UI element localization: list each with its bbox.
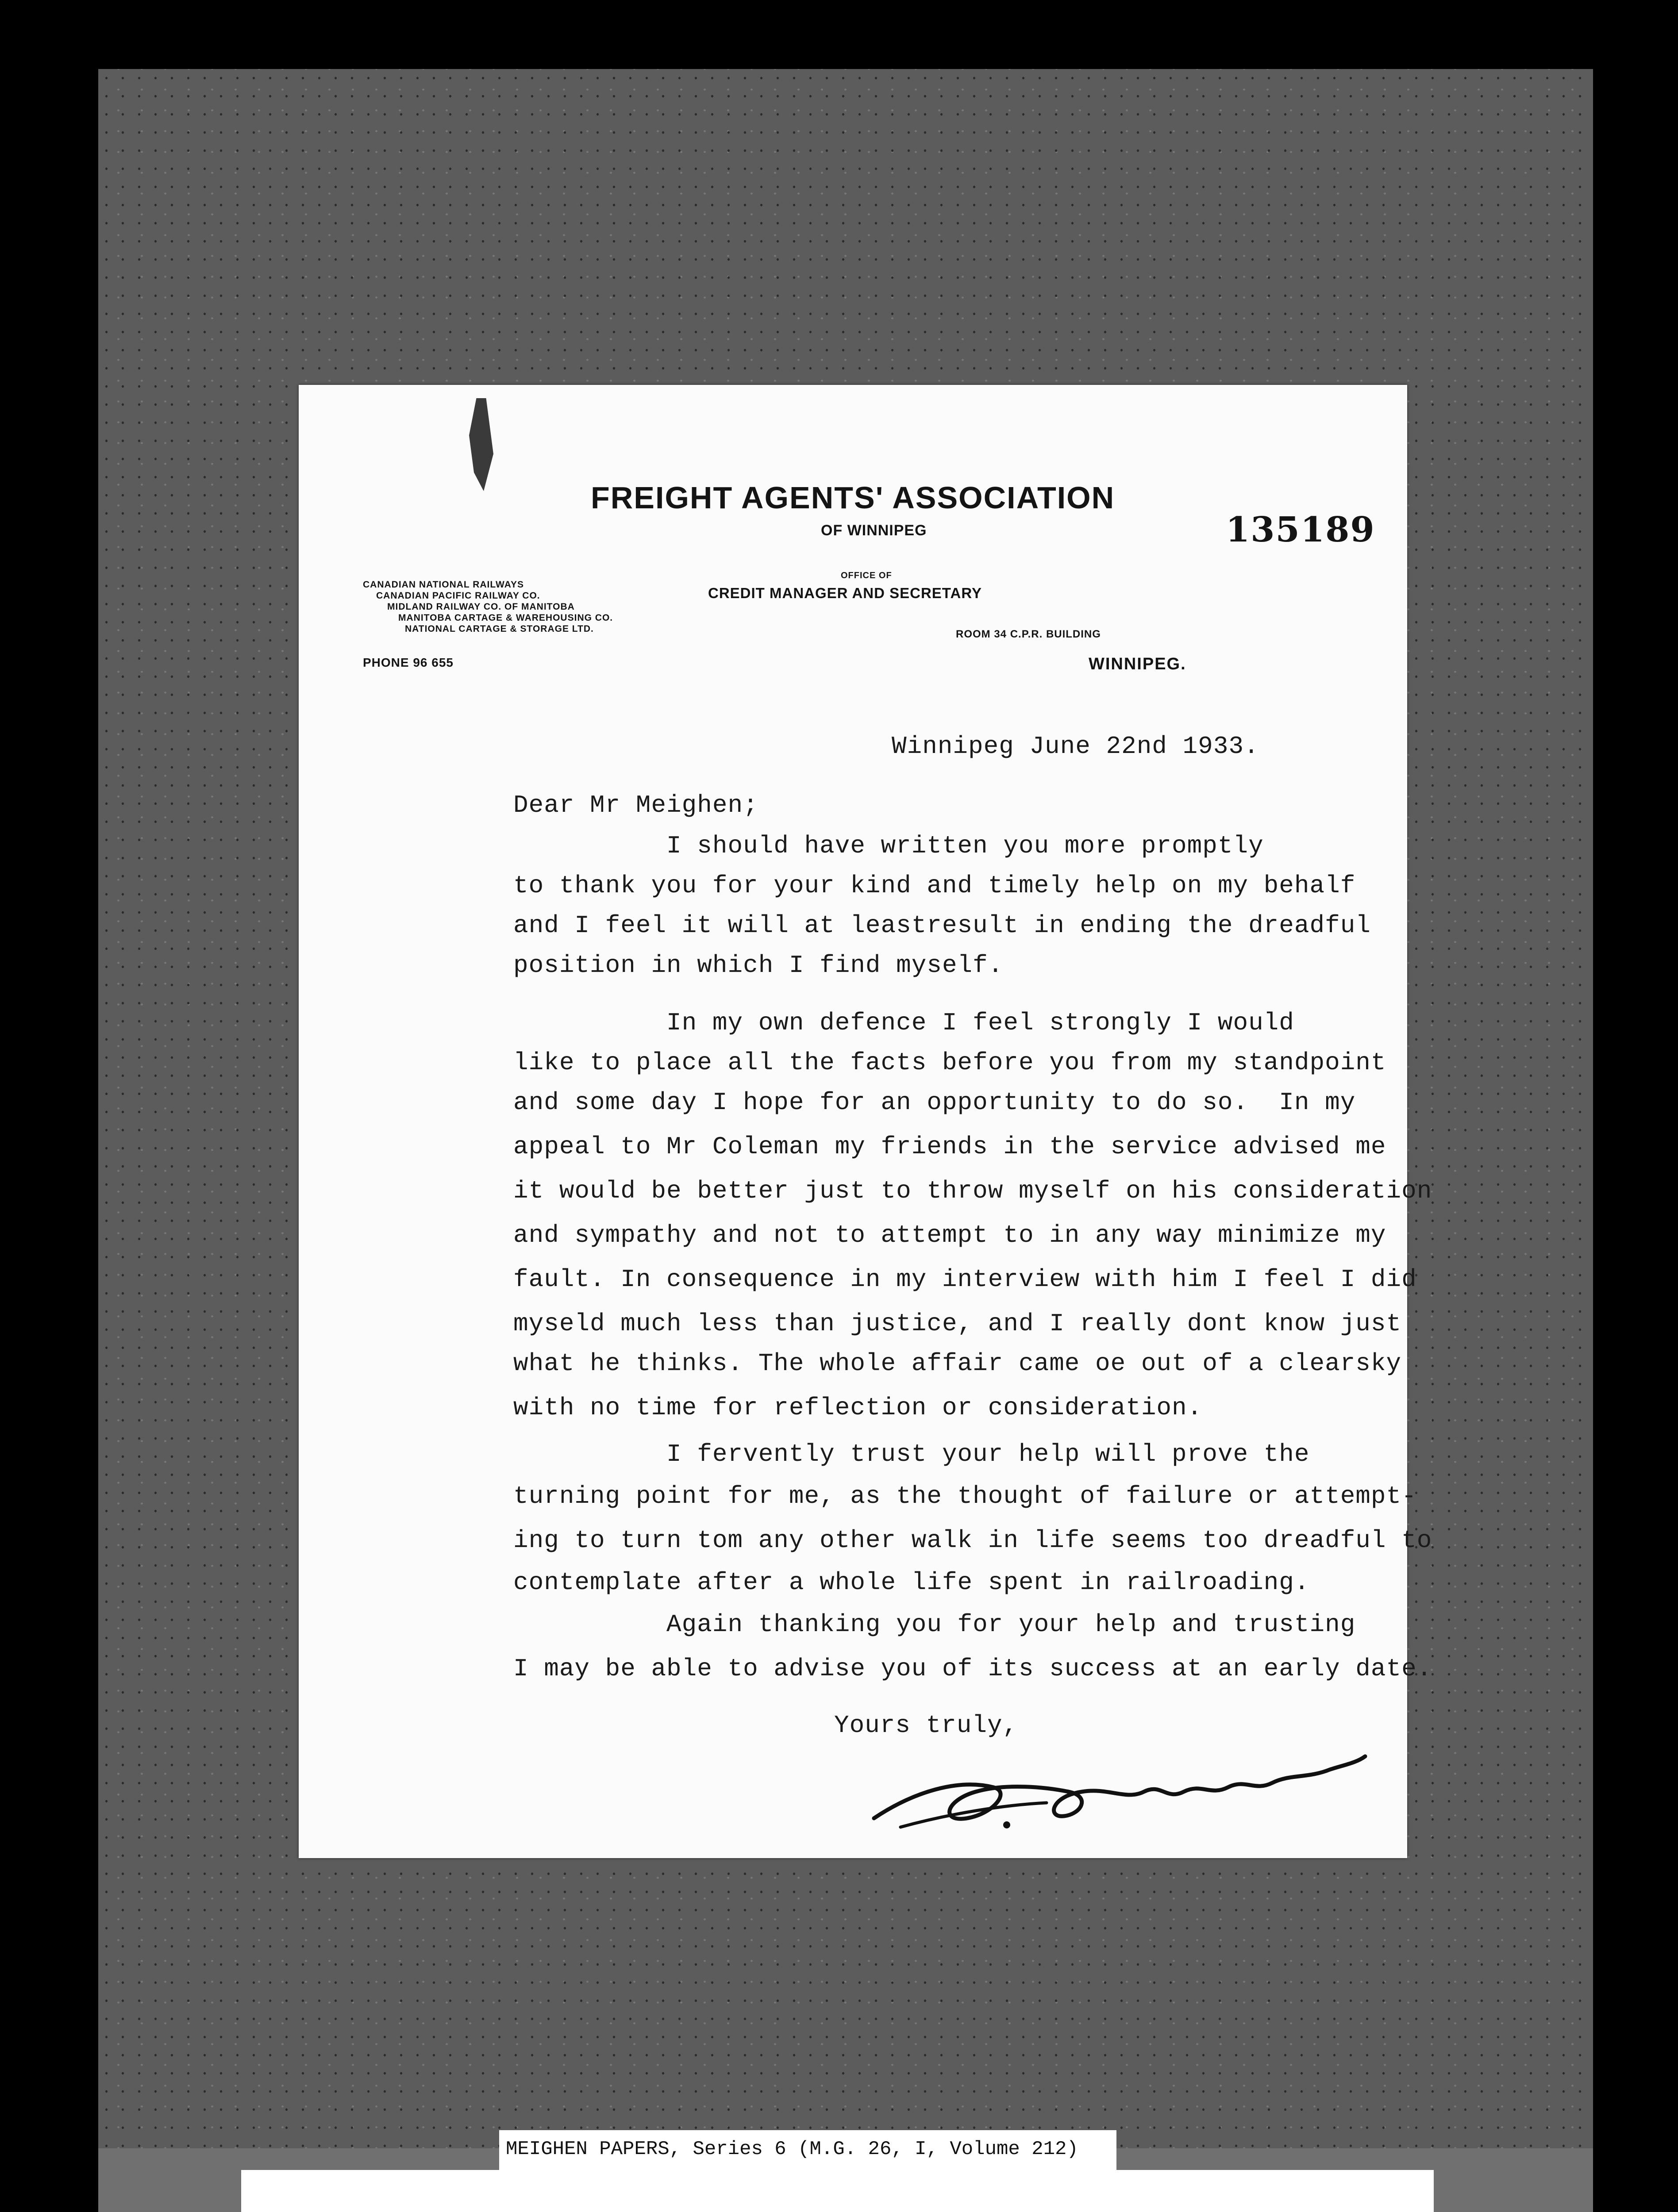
body-line: what he thinks. The whole affair came oe out of a clearsky	[513, 1349, 1402, 1378]
body-line: appeal to Mr Coleman my friends in the service advised me	[513, 1133, 1386, 1161]
body-line: I should have written you more promptly	[513, 832, 1264, 860]
body-line: contemplate after a whole life spent in railroading.	[513, 1568, 1310, 1597]
signature-icon	[861, 1725, 1370, 1840]
body-line: In my own defence I feel strongly I would	[513, 1009, 1294, 1037]
body-line: position in which I find myself.	[513, 951, 1004, 979]
letterhead-city: WINNIPEG.	[1089, 655, 1186, 673]
body-line: and sympathy and not to attempt to in any way minimize my	[513, 1221, 1386, 1249]
body-line: like to place all the facts before you from my standpoint	[513, 1048, 1386, 1077]
body-line: it would be better just to throw myself on his consideration	[513, 1177, 1432, 1205]
body-line: ing to turn tom any other walk in life seems too dreadful to	[513, 1526, 1432, 1555]
body-line: and some day I hope for an opportunity to do so. In my	[513, 1088, 1356, 1117]
railway-line: CANADIAN NATIONAL RAILWAYS	[363, 580, 524, 590]
railway-line: NATIONAL CARTAGE & STORAGE LTD.	[405, 624, 594, 634]
document-number: 135189	[1226, 510, 1375, 550]
body-line: to thank you for your kind and timely help on my behalf	[513, 872, 1356, 900]
body-line: fault. In consequence in my interview with him I feel I did	[513, 1265, 1417, 1294]
body-line: turning point for me, as the thought of failure or attempt-	[513, 1482, 1417, 1510]
phone-number: PHONE 96 655	[363, 656, 454, 669]
archive-card	[241, 2170, 1434, 2212]
letter-sheet	[299, 385, 1432, 1858]
ink-smudge	[469, 398, 493, 491]
closing: Yours truly,	[834, 1711, 1018, 1740]
series-label	[499, 2130, 1116, 2172]
letter-date: Winnipeg June 22nd 1933.	[892, 732, 1259, 760]
railway-line: MANITOBA CARTAGE & WAREHOUSING CO.	[398, 613, 613, 623]
body-line: myseld much less than justice, and I really dont know just	[513, 1310, 1402, 1338]
body-line: and I feel it will at leastresult in ending the dreadful	[513, 911, 1371, 940]
office-title: CREDIT MANAGER AND SECRETARY	[708, 585, 982, 601]
railway-line: CANADIAN PACIFIC RAILWAY CO.	[376, 591, 540, 601]
body-line: I may be able to advise you of its success at an early date.	[513, 1655, 1432, 1683]
organization-name: FREIGHT AGENTS' ASSOCIATION	[591, 480, 1115, 515]
series-text: MEIGHEN PAPERS, Series 6 (M.G. 26, I, Volume 212)	[506, 2138, 1078, 2160]
organization-subtitle: OF WINNIPEG	[821, 522, 927, 539]
body-line: Again thanking you for your help and trusting	[513, 1610, 1356, 1639]
body-line: with no time for reflection or consideration.	[513, 1394, 1203, 1422]
room-address: ROOM 34 C.P.R. BUILDING	[956, 628, 1101, 640]
salutation: Dear Mr Meighen;	[513, 791, 758, 819]
body-line: I fervently trust your help will prove the	[513, 1440, 1310, 1468]
railway-line: MIDLAND RAILWAY CO. OF MANITOBA	[387, 602, 575, 612]
office-of-label: OFFICE OF	[841, 571, 892, 580]
